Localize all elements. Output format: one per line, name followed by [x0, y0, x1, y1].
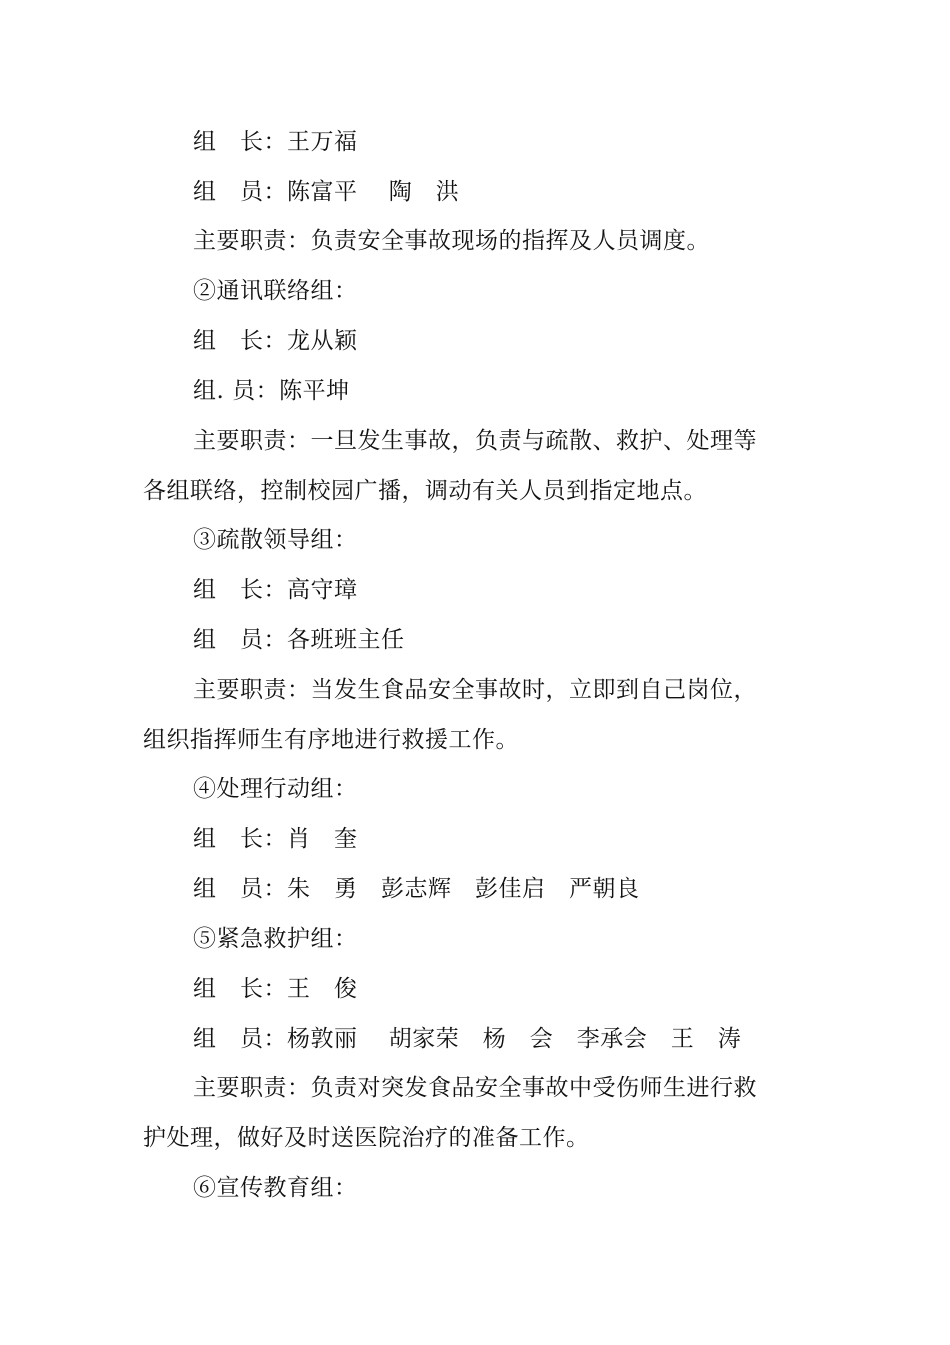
member-line: 组 员：陈富平 陶 洪 [193, 179, 460, 205]
leader-line: 组 长：龙从颖 [193, 328, 358, 354]
duty-line: 主要职责：负责安全事故现场的指挥及人员调度。 [193, 228, 710, 254]
duty-line: 主要职责：一旦发生事故，负责与疏散、救护、处理等 [193, 428, 757, 454]
duty-line: 主要职责：负责对突发食品安全事故中受伤师生进行救 [193, 1075, 757, 1101]
group-heading: ③疏散领导组： [193, 527, 358, 553]
member-line: 组 员：朱 勇 彭志辉 彭佳启 严朝良 [193, 876, 640, 902]
duty-line: 主要职责：当发生食品安全事故时，立即到自己岗位， [193, 677, 757, 703]
group-heading: ②通讯联络组： [193, 278, 358, 304]
leader-line: 组 长：高守璋 [193, 577, 358, 603]
duty-continuation-line: 护处理，做好及时送医院治疗的准备工作。 [143, 1125, 590, 1151]
member-line: 组. 员：陈平坤 [193, 378, 350, 404]
duty-continuation-line: 组织指挥师生有序地进行救援工作。 [143, 727, 519, 753]
group-heading: ④处理行动组： [193, 776, 358, 802]
group-heading: ⑤紧急救护组： [193, 926, 358, 952]
duty-continuation-line: 各组联络，控制校园广播，调动有关人员到指定地点。 [143, 478, 707, 504]
member-line: 组 员：各班班主任 [193, 627, 405, 653]
leader-line: 组 长：王万福 [193, 129, 358, 155]
member-line: 组 员：杨敦丽 胡家荣 杨 会 李承会 王 涛 [193, 1026, 742, 1052]
group-heading: ⑥宣传教育组： [193, 1175, 358, 1201]
leader-line: 组 长：肖 奎 [193, 826, 358, 852]
leader-line: 组 长：王 俊 [193, 976, 358, 1002]
